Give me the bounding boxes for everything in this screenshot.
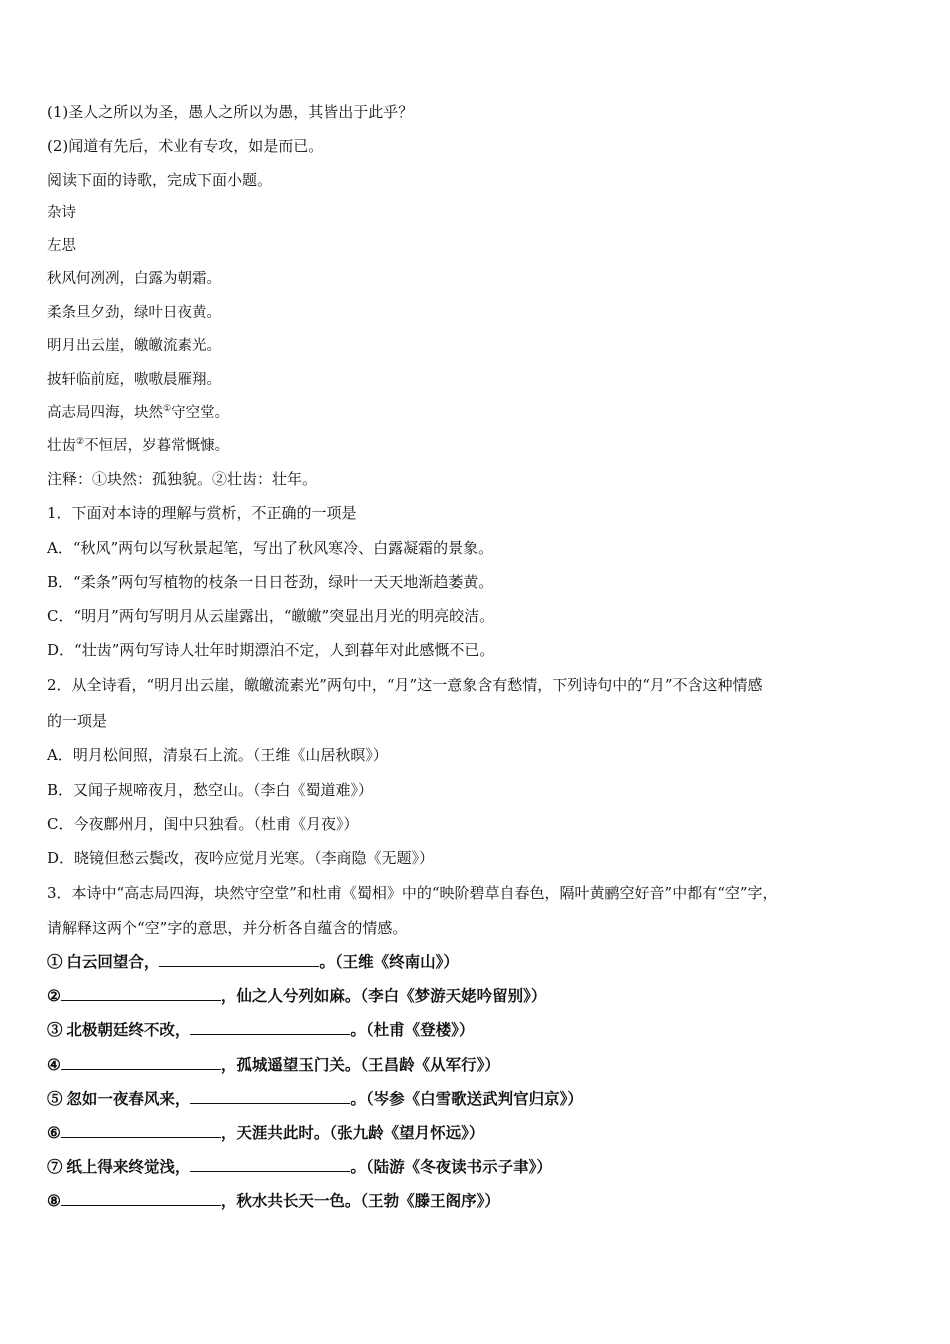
q1-stem: 1．下面对本诗的理解与赏析，不正确的一项是 bbox=[47, 504, 357, 522]
fill-blank-1: ① 白云回望合， 。（王维《终南山》） bbox=[47, 954, 459, 971]
answer-blank[interactable] bbox=[190, 1089, 350, 1104]
q3-stem-line-1: 3．本诗中“高志局四海，块然守空堂”和杜甫《蜀相》中的“映阶碧草自春色，隔叶黄鹂空好音”中都有“空”字， bbox=[47, 884, 778, 902]
footnote-marker-2: ② bbox=[76, 437, 85, 448]
poem-line-1: 秋风何冽冽，白露为朝霜。 bbox=[47, 271, 221, 287]
q1-option-d: D．“壮齿”两句写诗人壮年时期漂泊不定，人到暮年对此感慨不已。 bbox=[47, 641, 495, 659]
q2-option-b: B．又闻子规啼夜月，愁空山。（李白《蜀道难》） bbox=[47, 781, 374, 799]
answer-blank[interactable] bbox=[190, 1157, 350, 1172]
fill-blank-5: ⑤ 忽如一夜春风来， 。（岑参《白雪歌送武判官归京》） bbox=[47, 1091, 583, 1108]
q2-stem-line-2: 的一项是 bbox=[47, 712, 108, 730]
poem-author: 左思 bbox=[47, 238, 76, 254]
poem-title: 杂诗 bbox=[47, 205, 76, 221]
poem-line-3: 明月出云崖，皦皦流素光。 bbox=[47, 338, 221, 354]
answer-blank[interactable] bbox=[190, 1020, 350, 1035]
fill-blank-4: ④ ，孤城遥望玉门关。（王昌龄《从军行》） bbox=[47, 1057, 500, 1074]
answer-blank[interactable] bbox=[61, 1123, 221, 1138]
q2-option-d: D．晓镜但愁云鬓改，夜吟应觉月光寒。（李商隐《无题》） bbox=[47, 849, 435, 867]
q2-option-c: C．今夜鄜州月，闺中只独看。（杜甫《月夜》） bbox=[47, 815, 359, 833]
answer-blank[interactable] bbox=[61, 1055, 221, 1070]
fill-blank-7: ⑦ 纸上得来终觉浅， 。（陆游《冬夜读书示子聿》） bbox=[47, 1159, 552, 1176]
poem-line-6: 壮齿②不恒居，岁暮常慨慷。 bbox=[47, 437, 230, 454]
fill-blank-8: ⑧ ，秋水共长天一色。（王勃《滕王阁序》） bbox=[47, 1193, 500, 1210]
q2-stem-line-1: 2．从全诗看，“明月出云崖，皦皦流素光”两句中，“月”这一意象含有愁情，下列诗句中的“月”不含这种情感 bbox=[47, 676, 763, 694]
footnote-marker-1: ① bbox=[163, 404, 172, 415]
q3-stem-line-2: 请解释这两个“空”字的意思，并分析各自蕴含的情感。 bbox=[47, 919, 408, 937]
poem-notes: 注释：①块然：孤独貌。②壮齿：壮年。 bbox=[47, 470, 318, 488]
poem-line-4: 披轩临前庭，嗷嗷晨雁翔。 bbox=[47, 372, 221, 388]
q2-option-a: A．明月松间照，清泉石上流。（王维《山居秋暝》） bbox=[47, 746, 388, 764]
answer-blank[interactable] bbox=[159, 952, 319, 967]
q1-option-a: A．“秋风”两句以写秋景起笔，写出了秋风寒冷、白露凝霜的景象。 bbox=[47, 539, 494, 557]
translation-question-2: (2)闻道有先后，术业有专攻，如是而已。 bbox=[47, 137, 324, 155]
translation-question-1: (1)圣人之所以为圣，愚人之所以为愚，其皆出于此乎？ bbox=[47, 103, 414, 121]
fill-blank-6: ⑥ ，天涯共此时。（张九龄《望月怀远》） bbox=[47, 1125, 485, 1142]
answer-blank[interactable] bbox=[61, 986, 221, 1001]
answer-blank[interactable] bbox=[61, 1191, 221, 1206]
reading-instruction: 阅读下面的诗歌，完成下面小题。 bbox=[47, 171, 273, 189]
q1-option-b: B．“柔条”两句写植物的枝条一日日苍劲，绿叶一天天地渐趋萎黄。 bbox=[47, 573, 494, 591]
fill-blank-2: ② ，仙之人兮列如麻。（李白《梦游天姥吟留别》） bbox=[47, 988, 547, 1005]
poem-line-5: 高志局四海，块然①守空堂。 bbox=[47, 404, 230, 421]
fill-blank-3: ③ 北极朝廷终不改， 。（杜甫《登楼》） bbox=[47, 1022, 475, 1039]
poem-line-2: 柔条旦夕劲，绿叶日夜黄。 bbox=[47, 305, 221, 321]
q1-option-c: C．“明月”两句写明月从云崖露出，“皦皦”突显出月光的明亮皎洁。 bbox=[47, 607, 495, 625]
